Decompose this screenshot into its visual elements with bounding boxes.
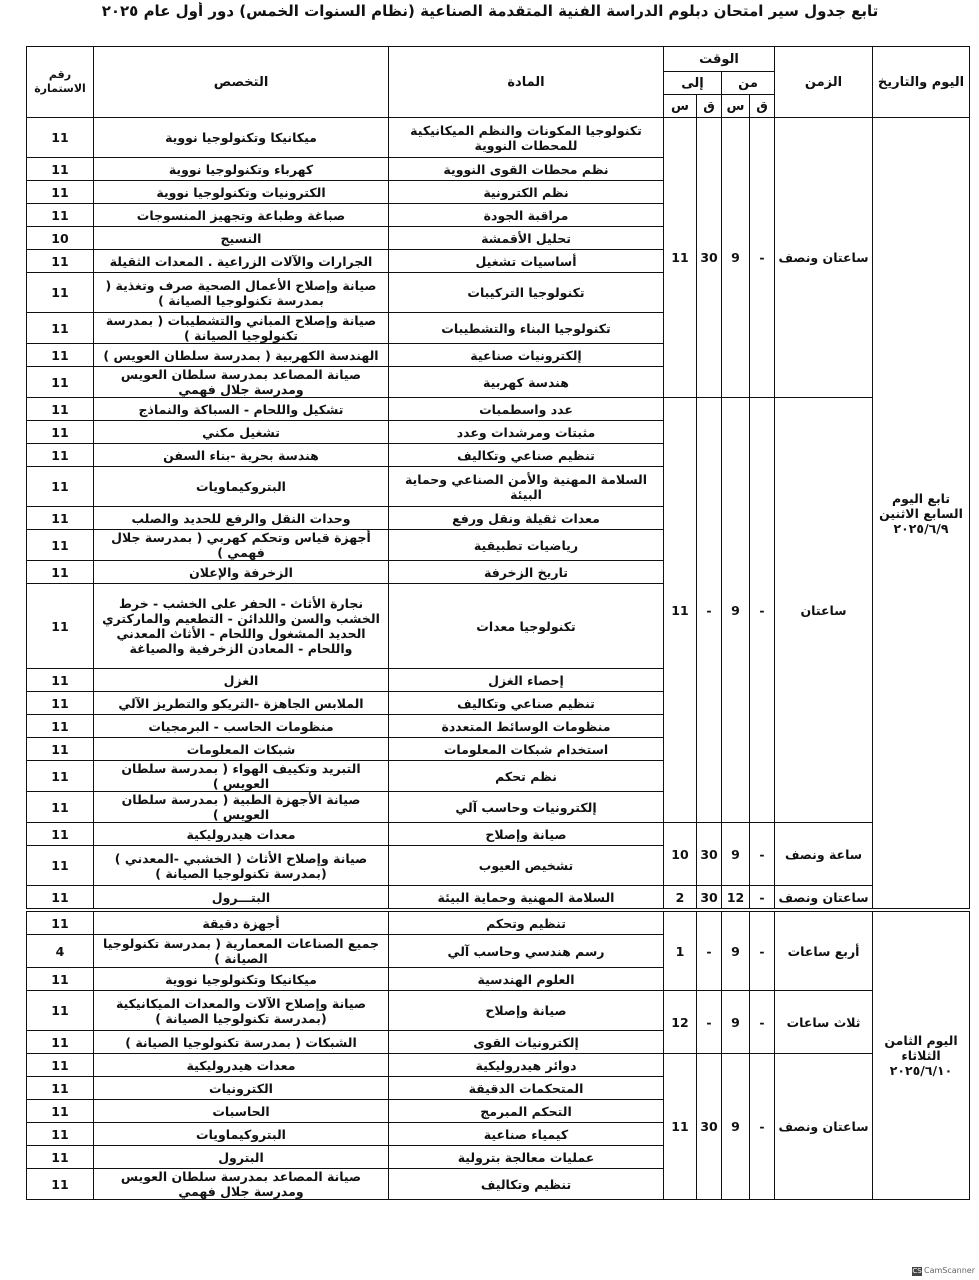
from-s-cell: 9 <box>722 1054 750 1200</box>
form-number-cell: 11 <box>27 204 94 227</box>
form-number-cell: 11 <box>27 530 94 561</box>
to-s-cell: 11 <box>664 398 697 823</box>
form-number-cell: 11 <box>27 823 94 846</box>
header-from: من <box>722 72 775 95</box>
subject-cell: العلوم الهندسية <box>389 968 664 991</box>
day-cell: تابع اليوم السابع الاثنين ٢٠٢٥/٦/٩ <box>873 118 970 911</box>
specialization-cell: نجارة الأثاث - الحفر على الخشب - خرط الخشب والسن واللدائن - التطعيم والماركتري الحديد المشغول واللحام - الأثاث المعدني واللحام - المعادن الزخرفية والصياغة <box>94 584 389 669</box>
subject-cell: تنظيم وتحكم <box>389 910 664 935</box>
specialization-cell: صيانة وإصلاح الأعمال الصحية صرف وتغذية ( بمدرسة تكنولوجيا الصيانة ) <box>94 273 389 313</box>
table-row <box>27 1054 970 1077</box>
form-number-cell: 11 <box>27 584 94 669</box>
form-number-cell: 11 <box>27 444 94 467</box>
specialization-cell: صيانة المصاعد بمدرسة سلطان العويس ومدرسة جلال فهمي <box>94 367 389 398</box>
from-q-cell: - <box>750 1054 775 1200</box>
camscanner-logo-icon: CS <box>912 1267 922 1275</box>
form-number-cell: 11 <box>27 250 94 273</box>
subject-cell: تاريخ الزخرفة <box>389 561 664 584</box>
duration-cell: ساعة ونصف <box>775 823 873 886</box>
subject-cell: رياضيات تطبيقية <box>389 530 664 561</box>
subject-cell: صيانة وإصلاح <box>389 991 664 1031</box>
from-q-cell: - <box>750 991 775 1054</box>
subject-cell: تنظيم صناعي وتكاليف <box>389 444 664 467</box>
page-title: تابع جدول سير امتحان دبلوم الدراسة الفنية المتقدمة الصناعية (نظام السنوات الخمس) دور أول عام ٢٠٢٥ <box>101 2 879 20</box>
specialization-cell: صيانة وإصلاح الأثاث ( الخشبي -المعدني ) (بمدرسة تكنولوجيا الصيانة ) <box>94 846 389 886</box>
specialization-cell: البترول <box>94 1146 389 1169</box>
to-q-cell: 30 <box>697 1054 722 1200</box>
specialization-cell: تشكيل واللحام - السباكة والنماذج <box>94 398 389 421</box>
subject-cell: إحصاء الغزل <box>389 669 664 692</box>
to-q-cell: 30 <box>697 886 722 911</box>
from-q-cell: - <box>750 118 775 398</box>
table-row <box>27 910 970 935</box>
header-subject: المادة <box>389 47 664 118</box>
form-number-cell: 11 <box>27 1054 94 1077</box>
subject-cell: إلكترونيات صناعية <box>389 344 664 367</box>
form-number-cell: 11 <box>27 1169 94 1200</box>
subject-cell: تحليل الأقمشة <box>389 227 664 250</box>
table-row <box>27 118 970 158</box>
subject-cell: رسم هندسي وحاسب آلي <box>389 935 664 968</box>
specialization-cell: صيانة الأجهزة الطبية ( بمدرسة سلطان العويس ) <box>94 792 389 823</box>
subject-cell: نظم تحكم <box>389 761 664 792</box>
form-number-cell: 11 <box>27 1123 94 1146</box>
form-number-cell: 4 <box>27 935 94 968</box>
specialization-cell: شبكات المعلومات <box>94 738 389 761</box>
subject-cell: استخدام شبكات المعلومات <box>389 738 664 761</box>
table-row <box>27 823 970 846</box>
specialization-cell: البتروكيماويات <box>94 1123 389 1146</box>
form-number-cell: 11 <box>27 367 94 398</box>
from-q-cell: - <box>750 823 775 886</box>
form-number-cell: 11 <box>27 846 94 886</box>
from-q-cell: - <box>750 398 775 823</box>
to-q-cell: - <box>697 398 722 823</box>
duration-cell: أربع ساعات <box>775 910 873 991</box>
scanner-watermark <box>912 1266 975 1276</box>
header-duration: الزمن <box>775 47 873 118</box>
form-number-cell: 11 <box>27 968 94 991</box>
specialization-cell: التبريد وتكييف الهواء ( بمدرسة سلطان العويس ) <box>94 761 389 792</box>
subject-cell: مراقبة الجودة <box>389 204 664 227</box>
from-s-cell: 9 <box>722 991 750 1054</box>
to-q-cell: - <box>697 991 722 1054</box>
header-from-s: س <box>722 95 750 118</box>
specialization-cell: معدات هيدروليكية <box>94 1054 389 1077</box>
header-time: الوقت <box>664 47 775 72</box>
to-q-cell: 30 <box>697 823 722 886</box>
form-number-cell: 11 <box>27 886 94 911</box>
subject-cell: المتحكمات الدقيقة <box>389 1077 664 1100</box>
table-row <box>27 886 970 911</box>
header-to-q: ق <box>697 95 722 118</box>
form-number-cell: 11 <box>27 1077 94 1100</box>
subject-cell: السلامة المهنية والأمن الصناعي وحماية البيئة <box>389 467 664 507</box>
to-q-cell: - <box>697 910 722 991</box>
table-row <box>27 991 970 1031</box>
from-s-cell: 12 <box>722 886 750 911</box>
subject-cell: إلكترونيات القوى <box>389 1031 664 1054</box>
form-number-cell: 11 <box>27 1100 94 1123</box>
subject-cell: إلكترونيات وحاسب آلي <box>389 792 664 823</box>
specialization-cell: الملابس الجاهزة -التريكو والتطريز الآلي <box>94 692 389 715</box>
subject-cell: معدات ثقيلة ونقل ورفع <box>389 507 664 530</box>
form-number-cell: 11 <box>27 181 94 204</box>
from-s-cell: 9 <box>722 118 750 398</box>
form-number-cell: 11 <box>27 313 94 344</box>
form-number-cell: 10 <box>27 227 94 250</box>
specialization-cell: الشبكات ( بمدرسة تكنولوجيا الصيانة ) <box>94 1031 389 1054</box>
specialization-cell: صيانة وإصلاح المباني والتشطيبات ( بمدرسة تكنولوجيا الصيانة ) <box>94 313 389 344</box>
specialization-cell: ميكانيكا وتكنولوجيا نووية <box>94 968 389 991</box>
form-number-cell: 11 <box>27 738 94 761</box>
subject-cell: السلامة المهنية وحماية البيئة <box>389 886 664 911</box>
duration-cell: ساعتان ونصف <box>775 118 873 398</box>
subject-cell: تنظيم وتكاليف <box>389 1169 664 1200</box>
to-s-cell: 10 <box>664 823 697 886</box>
scanner-text: CamScanner <box>923 1266 975 1275</box>
subject-cell: منظومات الوسائط المتعددة <box>389 715 664 738</box>
specialization-cell: أجهزة قياس وتحكم كهربي ( بمدرسة جلال فهمي ) <box>94 530 389 561</box>
specialization-cell: الكترونيات وتكنولوجيا نووية <box>94 181 389 204</box>
form-number-cell: 11 <box>27 118 94 158</box>
subject-cell: تكنولوجيا معدات <box>389 584 664 669</box>
subject-cell: مثبتات ومرشدات وعدد <box>389 421 664 444</box>
specialization-cell: تشغيل مكني <box>94 421 389 444</box>
to-s-cell: 11 <box>664 1054 697 1200</box>
subject-cell: دوائر هيدروليكية <box>389 1054 664 1077</box>
subject-cell: أساسيات تشغيل <box>389 250 664 273</box>
header-form-number: رقم الاستمارة <box>27 47 94 118</box>
specialization-cell: وحدات النقل والرفع للحديد والصلب <box>94 507 389 530</box>
specialization-cell: صيانة المصاعد بمدرسة سلطان العويس ومدرسة جلال فهمي <box>94 1169 389 1200</box>
form-number-cell: 11 <box>27 467 94 507</box>
subject-cell: صيانة وإصلاح <box>389 823 664 846</box>
specialization-cell: الهندسة الكهربية ( بمدرسة سلطان العويس ) <box>94 344 389 367</box>
table-row <box>27 398 970 421</box>
specialization-cell: صباغة وطباعة وتجهيز المنسوجات <box>94 204 389 227</box>
form-number-cell: 11 <box>27 273 94 313</box>
from-q-cell: - <box>750 886 775 911</box>
from-q-cell: - <box>750 910 775 991</box>
header-to: إلى <box>664 72 722 95</box>
subject-cell: هندسة كهربية <box>389 367 664 398</box>
form-number-cell: 11 <box>27 761 94 792</box>
day-cell: اليوم الثامن الثلاثاء ٢٠٢٥/٦/١٠ <box>873 910 970 1200</box>
specialization-cell: الغزل <box>94 669 389 692</box>
form-number-cell: 11 <box>27 1031 94 1054</box>
from-s-cell: 9 <box>722 398 750 823</box>
to-s-cell: 1 <box>664 910 697 991</box>
subject-cell: نظم الكترونية <box>389 181 664 204</box>
specialization-cell: الكترونيات <box>94 1077 389 1100</box>
exam-schedule-table <box>26 46 970 1200</box>
to-s-cell: 12 <box>664 991 697 1054</box>
header-day-date: اليوم والتاريخ <box>873 47 970 118</box>
subject-cell: تكنولوجيا البناء والتشطيبات <box>389 313 664 344</box>
subject-cell: عدد واسطمبات <box>389 398 664 421</box>
form-number-cell: 11 <box>27 669 94 692</box>
specialization-cell: البتروكيماويات <box>94 467 389 507</box>
from-s-cell: 9 <box>722 823 750 886</box>
form-number-cell: 11 <box>27 158 94 181</box>
subject-cell: تشخيص العيوب <box>389 846 664 886</box>
form-number-cell: 11 <box>27 692 94 715</box>
specialization-cell: منظومات الحاسب - البرمجيات <box>94 715 389 738</box>
form-number-cell: 11 <box>27 507 94 530</box>
form-number-cell: 11 <box>27 792 94 823</box>
subject-cell: تنظيم صناعي وتكاليف <box>389 692 664 715</box>
from-s-cell: 9 <box>722 910 750 991</box>
specialization-cell: ميكانيكا وتكنولوجيا نووية <box>94 118 389 158</box>
header-to-s: س <box>664 95 697 118</box>
form-number-cell: 11 <box>27 421 94 444</box>
form-number-cell: 11 <box>27 991 94 1031</box>
subject-cell: تكنولوجيا التركيبات <box>389 273 664 313</box>
header-specialization: التخصص <box>94 47 389 118</box>
form-number-cell: 11 <box>27 715 94 738</box>
form-number-cell: 11 <box>27 344 94 367</box>
subject-cell: تكنولوجيا المكونات والنظم الميكانيكية للمحطات النووية <box>389 118 664 158</box>
duration-cell: ثلاث ساعات <box>775 991 873 1054</box>
form-number-cell: 11 <box>27 561 94 584</box>
duration-cell: ساعتان ونصف <box>775 1054 873 1200</box>
specialization-cell: الجرارات والآلات الزراعية . المعدات الثقيلة <box>94 250 389 273</box>
specialization-cell: معدات هيدروليكية <box>94 823 389 846</box>
specialization-cell: هندسة بحرية -بناء السفن <box>94 444 389 467</box>
specialization-cell: جميع الصناعات المعمارية ( بمدرسة تكنولوجيا الصيانة ) <box>94 935 389 968</box>
duration-cell: ساعتان <box>775 398 873 823</box>
specialization-cell: النسيج <box>94 227 389 250</box>
form-number-cell: 11 <box>27 398 94 421</box>
to-q-cell: 30 <box>697 118 722 398</box>
specialization-cell: الحاسبات <box>94 1100 389 1123</box>
form-number-cell: 11 <box>27 1146 94 1169</box>
form-number-cell: 11 <box>27 910 94 935</box>
specialization-cell: صيانة وإصلاح الآلات والمعدات الميكانيكية (بمدرسة تكنولوجيا الصيانة ) <box>94 991 389 1031</box>
header-from-q: ق <box>750 95 775 118</box>
specialization-cell: الزخرفة والإعلان <box>94 561 389 584</box>
to-s-cell: 2 <box>664 886 697 911</box>
specialization-cell: البتـــرول <box>94 886 389 911</box>
to-s-cell: 11 <box>664 118 697 398</box>
subject-cell: كيمياء صناعية <box>389 1123 664 1146</box>
specialization-cell: كهرباء وتكنولوجيا نووية <box>94 158 389 181</box>
subject-cell: نظم محطات القوى النووية <box>389 158 664 181</box>
specialization-cell: أجهزة دقيقة <box>94 910 389 935</box>
duration-cell: ساعتان ونصف <box>775 886 873 911</box>
subject-cell: عمليات معالجة بترولية <box>389 1146 664 1169</box>
subject-cell: التحكم المبرمج <box>389 1100 664 1123</box>
